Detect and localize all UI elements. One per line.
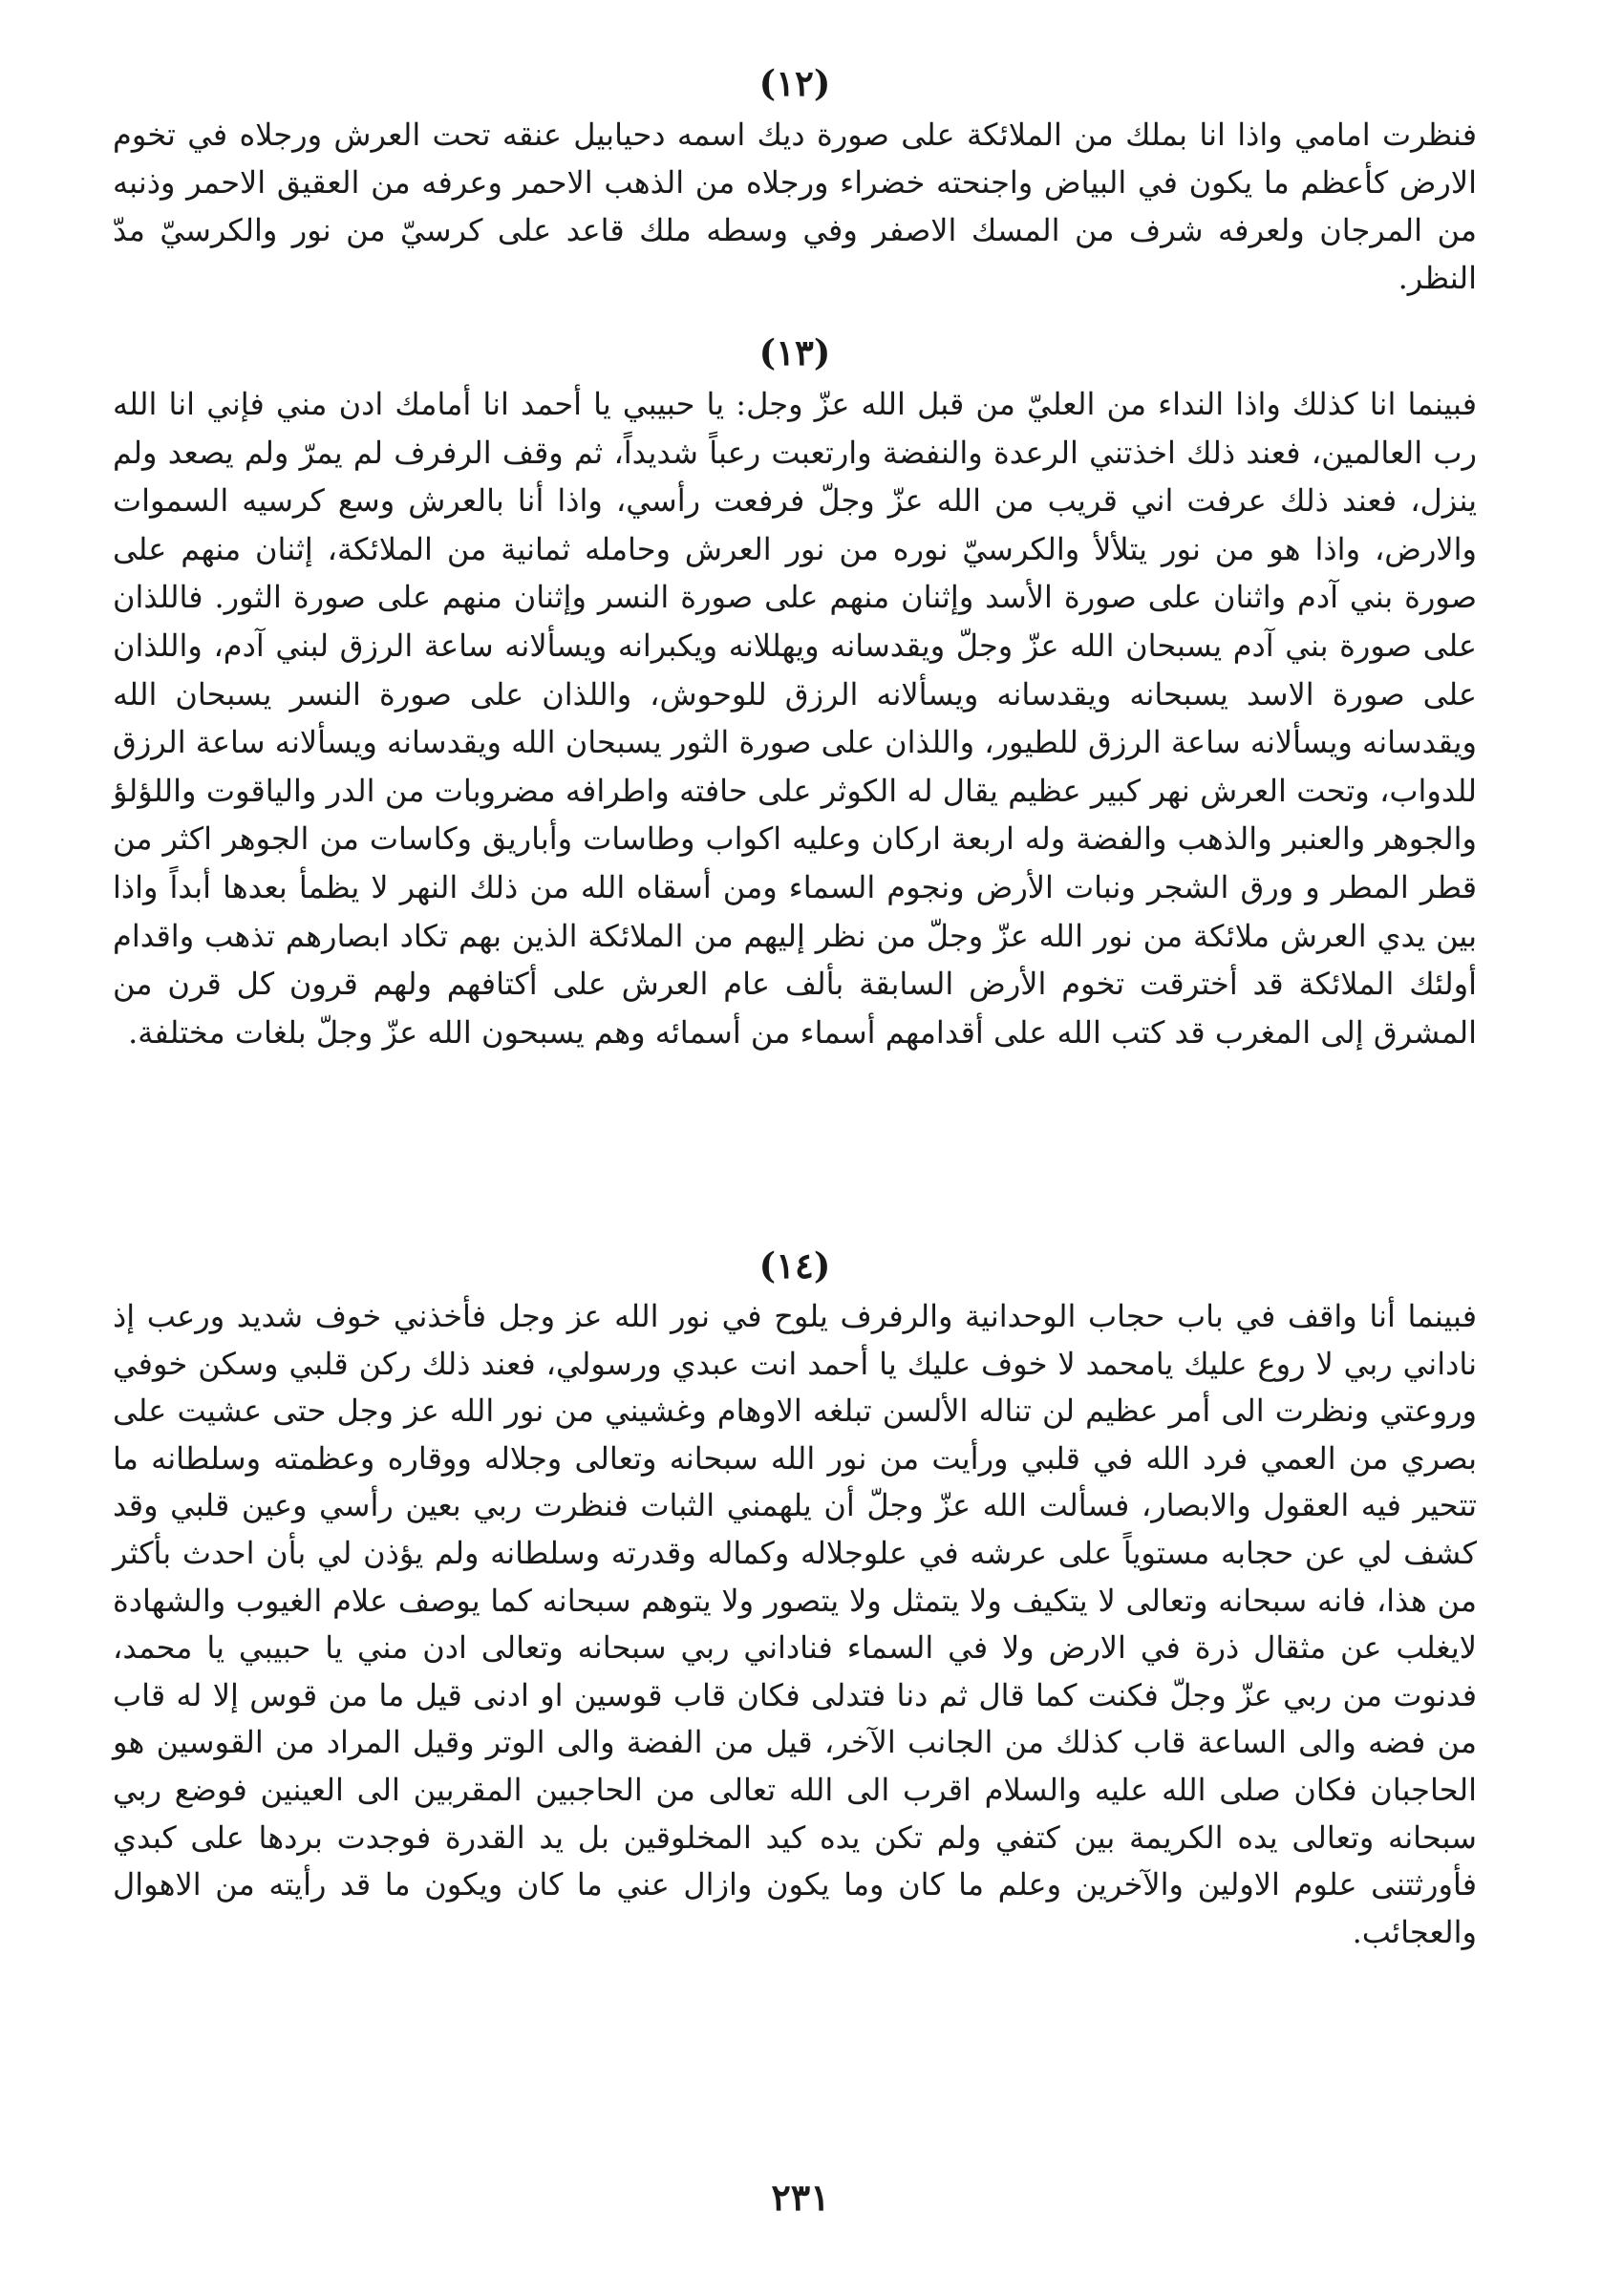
section-number: (١٢) [758, 62, 831, 104]
section-number: (١٣) [758, 331, 831, 373]
section-14 [113, 1244, 1477, 1956]
section-paragraph: فبينما انا كذلك واذا النداء من العليّ من قبل الله عزّ وجل: يا حبيبي يا أحمد انا أمامك ادن مني فإني انا الله رب العالمين، فعند ذلك اخذتني الرعدة والنفضة وارتعبت رعباً شديداً، ثم وقف الرفرف لم يمرّ ولم يصعد ولم ينزل، فعند ذلك عرفت اني قريب من الله عزّ وجلّ فرفعت رأسي، واذا أنا بالعرش وسع كرسيه السموات والارض، واذا هو من نور يتلألأ والكرسيّ نوره من نور العرش وحامله ثمانية من الملائكة، إثنان منهم على صورة بني آدم واثنان على صورة الأسد وإثنان منهم على صورة النسر وإثنان منهم على صورة الثور. فاللذان على صورة بني آدم يسبحان الله عزّ وجلّ ويقدسانه ويهللانه ويكبرانه ويسألانه ساعة الرزق لبني آدم، واللذان على صورة الاسد يسبحانه ويقدسانه ويسألانه الرزق للوحوش، واللذان على صورة النسر يسبحان الله ويقدسانه ويسألانه ساعة الرزق للطيور، واللذان على صورة الثور يسبحان الله ويقدسانه ويسألانه ساعة الرزق للدواب، وتحت العرش نهر كبير عظيم يقال له الكوثر على حافته واطرافه مضروبات من الدر والياقوت واللؤلؤ والجوهر والعنبر والذهب والفضة وله اربعة اركان وعليه اكواب وطاسات وأباريق وكاسات من الجوهر اكثر من قطر المطر و ورق الشجر ونبات الأرض ونجوم السماء ومن أسقاه الله من ذلك النهر لا يظمأ بعدها أبداً واذا بين يدي العرش ملائكة من نور الله عزّ وجلّ من نظر إليهم من الملائكة الذين بهم تكاد ابصارهم تذهب واقدام أولئك الملائكة قد أخترقت تخوم الأرض السابقة بألف عام العرش على أكتافهم ولهم قرون كل قرن من المشرق إلى المغرب قد كتب الله على أقدامهم أسماء من أسمائه وهم يسبحون الله عزّ وجلّ بلغات مختلفة. [113, 386, 1478, 1051]
section-paragraph: فبينما أنا واقف في باب حجاب الوحدانية والرفرف يلوح في نور الله عز وجل فأخذني خوف شديد ورعب إذ ناداني ربي لا روع عليك يامحمد لا خوف عليك يا أحمد انت عبدي ورسولي، فعند ذلك ركن قلبي وسكن خوفي وروعتي ونظرت الى أمر عظيم لن تناله الألسن تبلغه الاوهام وغشيني من نور الله عز وجل حتى عشيت على بصري من العمي فرد الله في قلبي ورأيت من نور الله سبحانه وتعالى وجلاله ووقاره وعظمته وسلطانه ما تتحير فيه العقول والابصار، فسألت الله عزّ وجلّ أن يلهمني الثبات فنظرت ربي بعين رأسي وعين قلبي وقد كشف لي عن حجابه مستوياً على عرشه في علوجلاله وكماله وقدرته وسلطانه ولم يؤذن لي بأن احدث بأكثر من هذا، فانه سبحانه وتعالى لا يتكيف ولا يتمثل ولا يتصور ولا يتوهم سبحانه كما يوصف علام الغيوب والشهادة لايغلب عن مثقال ذرة في الارض ولا في السماء فناداني ربي سبحانه وتعالى ادن مني يا حبيبي يا محمد، فدنوت من ربي عزّ وجلّ فكنت كما قال ثم دنا فتدلى فكان قاب قوسين او ادنى قيل ما من قوس إلا له قاب من فضه والى الساعة قاب كذلك من الجانب الآخر، قيل من الفضة والى الوتر وقيل المراد من القوسين هو الحاجبان فكان صلى الله عليه والسلام اقرب الى الله تعالى من الحاجبين المقربين الى العينين فوضع ربي سبحانه وتعالى يده الكريمة بين كتفي ولم تكن يده كيد المخلوقين بل يد القدرة فوجدت بردها على كبدي فأورثتنى علوم الاولين والآخرين وعلم ما كان وما يكون وازال عني ما كان ويكون ما قد رأيته من الاهوال والعجائب. [113, 1298, 1478, 1950]
section-12 [113, 61, 1477, 302]
section-paragraph: فنظرت امامي واذا انا بملك من الملائكة على صورة ديك اسمه دحيابيل عنقه تحت العرش ورجلاه في تخوم الارض كأعظم ما يكون في البياض واجنحته خضراء ورجلاه من الذهب الاحمر وعرفه من العقيق الاحمر وذنبه من المرجان ولعرفه شرف من المسك الاصفر وفي وسطه ملك قاعد على كرسيّ من نور والكرسيّ مدّ النظر. [113, 117, 1477, 296]
page-number: ٢٣١ [771, 2176, 830, 2219]
section-number: (١٤) [758, 1244, 831, 1286]
section-13 [113, 330, 1477, 1056]
